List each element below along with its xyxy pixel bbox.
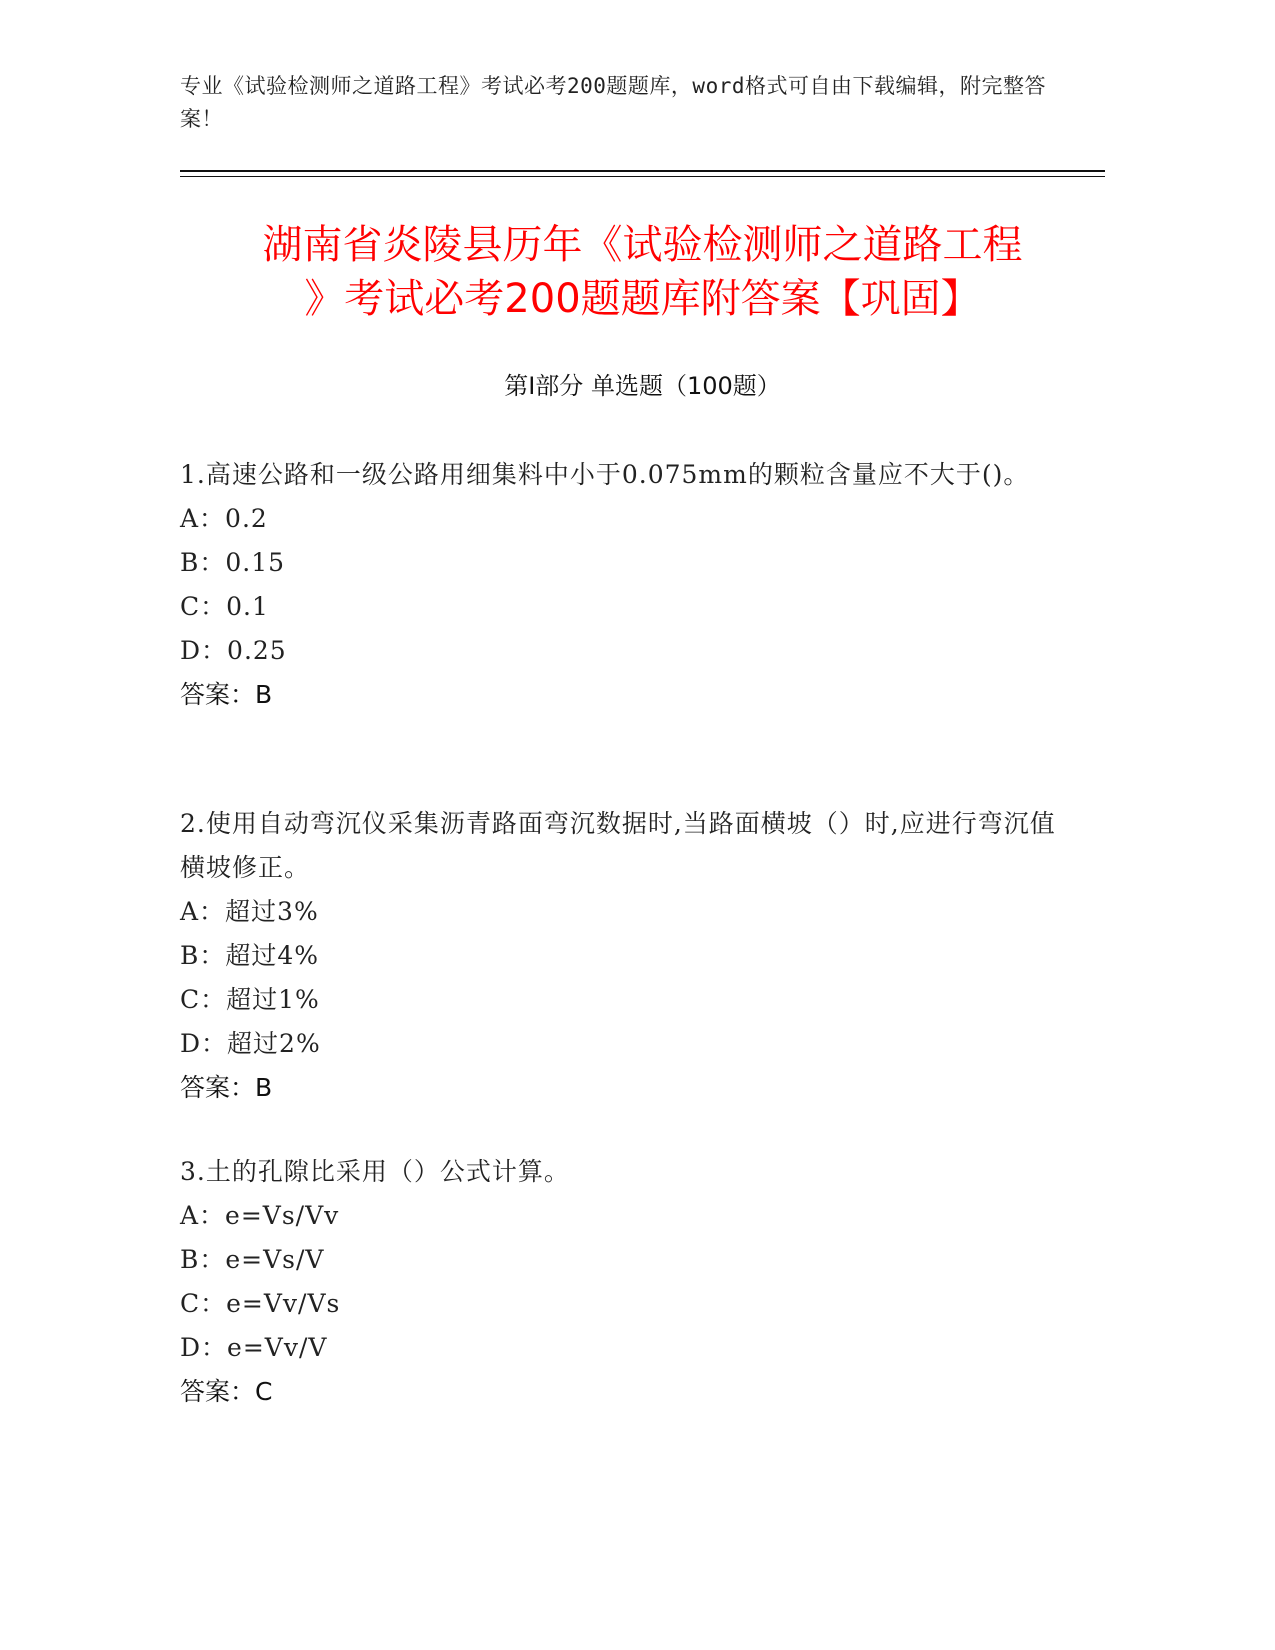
question-2: [180, 802, 1060, 1110]
option-a: A：0.2: [180, 504, 268, 533]
option-c: C：超过1%: [180, 985, 320, 1014]
answer: 答案：B: [180, 1073, 273, 1102]
header-divider-thick: [180, 170, 1105, 172]
option-c: C：0.1: [180, 592, 269, 621]
header-note: 专业《试验检测师之道路工程》考试必考200题题库，word格式可自由下载编辑，附完整答案！: [180, 74, 1046, 131]
option-c: C：e=Vv/Vs: [180, 1289, 341, 1318]
option-a: A：e=Vs/Vv: [180, 1201, 340, 1230]
option-a: A：超过3%: [180, 897, 319, 926]
option-b: B：e=Vs/V: [180, 1245, 325, 1274]
question-3: [180, 1150, 1060, 1414]
document-title: [180, 218, 1105, 326]
header-divider-thin: [180, 176, 1105, 177]
option-d: D：e=Vv/V: [180, 1333, 328, 1362]
section-heading: 第I部分 单选题（100题）: [504, 372, 781, 400]
option-d: D：0.25: [180, 636, 287, 665]
option-b: B：超过4%: [180, 941, 320, 970]
question-stem: 2.使用自动弯沉仪采集沥青路面弯沉数据时,当路面横坡（）时,应进行弯沉值横坡修正。: [180, 809, 1056, 882]
question-stem: 1.高速公路和一级公路用细集料中小于0.075mm的颗粒含量应不大于()。: [180, 460, 1030, 489]
answer: 答案：C: [180, 1377, 273, 1406]
document-title-line-1: 湖南省炎陵县历年《试验检测师之道路工程: [262, 222, 1023, 268]
question-1: [180, 453, 1060, 717]
question-stem: 3.土的孔隙比采用（）公式计算。: [180, 1157, 570, 1186]
answer: 答案：B: [180, 680, 273, 709]
option-d: D：超过2%: [180, 1029, 321, 1058]
document-title-line-2: 》考试必考200题题库附答案【巩固】: [304, 276, 981, 322]
option-b: B：0.15: [180, 548, 286, 577]
